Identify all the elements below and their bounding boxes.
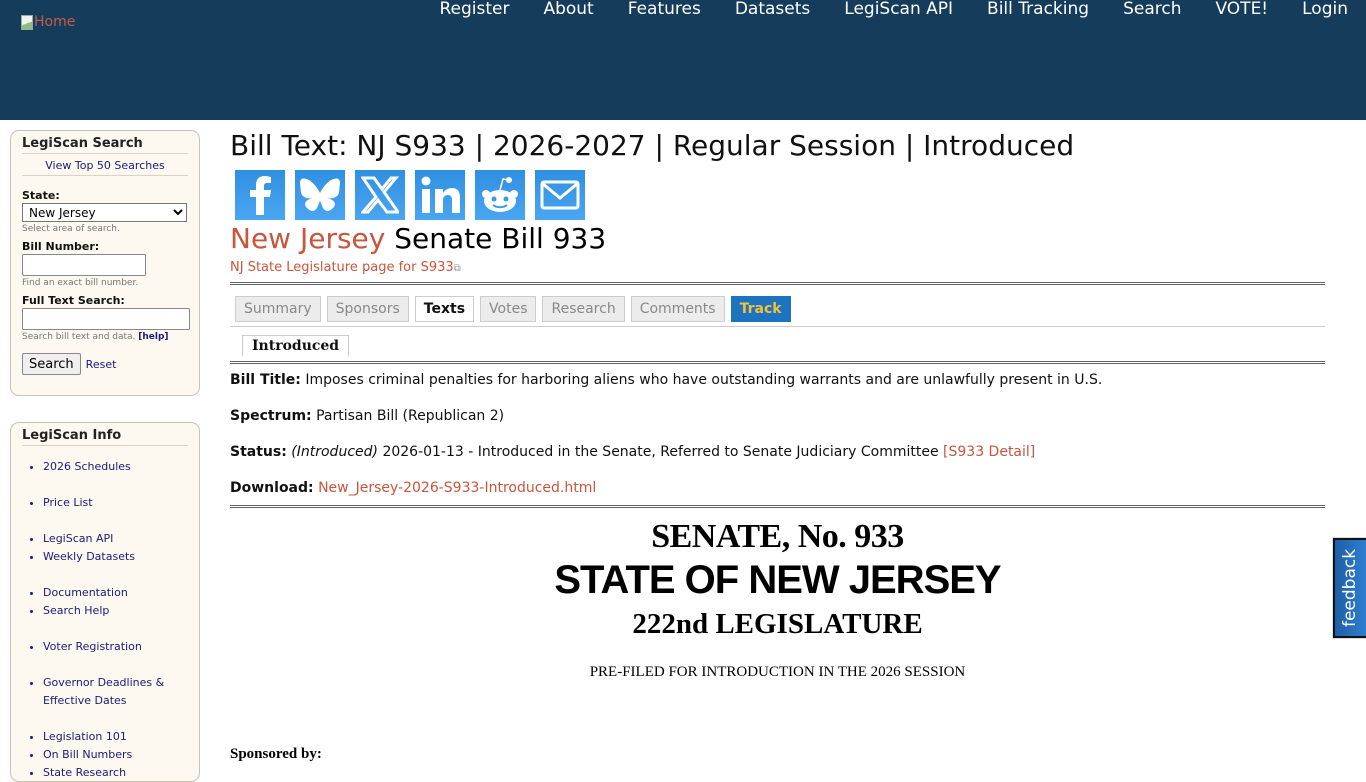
state-legislature-link-text: NJ State Legislature page for S933 xyxy=(230,260,454,275)
share-facebook-button[interactable] xyxy=(235,170,285,220)
x-icon xyxy=(361,176,399,214)
bill-document xyxy=(230,518,1325,681)
page-title: Bill Text: NJ S933 | 2026-2027 | Regular Session | Introduced xyxy=(230,129,1075,162)
spectrum-label: Spectrum: xyxy=(230,408,312,424)
search-box-title: LegiScan Search xyxy=(22,136,188,154)
nav-bill-tracking[interactable]: Bill Tracking xyxy=(987,0,1090,19)
share-bluesky-button[interactable] xyxy=(295,170,345,220)
doc-state-heading: STATE OF NEW JERSEY xyxy=(554,558,1001,602)
list-item xyxy=(43,746,188,764)
info-link-voter-registration[interactable]: Voter Registration xyxy=(43,640,142,653)
share-email-button[interactable] xyxy=(535,170,585,220)
bill-name: Senate Bill 933 xyxy=(394,222,607,255)
list-item xyxy=(43,584,188,602)
info-link-weekly-datasets[interactable]: Weekly Datasets xyxy=(43,550,136,563)
share-reddit-button[interactable] xyxy=(475,170,525,220)
top-nav xyxy=(422,0,1366,24)
list-item xyxy=(43,494,188,512)
divider xyxy=(230,361,1325,364)
search-actions xyxy=(22,353,188,375)
info-links-list xyxy=(22,458,188,782)
full-text-search-hint xyxy=(22,332,188,342)
nav-search[interactable]: Search xyxy=(1123,0,1182,19)
bill-number-input[interactable] xyxy=(22,254,146,276)
bill-heading xyxy=(230,222,1325,256)
download-row xyxy=(230,479,1325,497)
share-linkedin-button[interactable] xyxy=(415,170,465,220)
subtab-introduced[interactable]: Introduced xyxy=(242,335,349,356)
list-item xyxy=(43,764,188,782)
tab-texts[interactable]: Texts xyxy=(415,296,474,322)
nav-datasets[interactable]: Datasets xyxy=(734,0,811,19)
info-link-state-research[interactable]: State Research xyxy=(43,766,127,779)
spectrum-value: Partisan Bill (Republican 2) xyxy=(316,408,505,424)
list-item xyxy=(43,728,188,746)
info-link-legislation-101[interactable]: Legislation 101 xyxy=(43,730,127,743)
download-label: Download: xyxy=(230,480,314,496)
info-link-governor-deadlines[interactable]: Governor Deadlines & Effective Dates xyxy=(43,676,165,707)
state-select[interactable] xyxy=(22,203,187,222)
tab-votes[interactable]: Votes xyxy=(480,296,536,322)
social-share-bar xyxy=(235,170,1325,220)
info-link-documentation[interactable]: Documentation xyxy=(43,586,128,599)
tabs-divider xyxy=(230,326,1325,327)
bill-state-link[interactable]: New Jersey xyxy=(230,222,386,255)
nav-register[interactable]: Register xyxy=(439,0,510,19)
tab-sponsors[interactable]: Sponsors xyxy=(327,296,409,322)
bill-title-value: Imposes criminal penalties for harboring aliens who have outstanding warrants and are unlawfully present in U.S. xyxy=(305,372,1103,388)
feedback-tab[interactable] xyxy=(1333,538,1366,638)
list-item xyxy=(43,458,188,476)
status-label: Status: xyxy=(230,444,287,460)
logo-alt-text: Home xyxy=(34,14,76,30)
info-link-2026-schedules[interactable]: 2026 Schedules xyxy=(43,460,131,473)
bill-number-hint: Find an exact bill number. xyxy=(22,278,139,288)
email-icon xyxy=(540,180,580,210)
download-link[interactable]: New_Jersey-2026-S933-Introduced.html xyxy=(318,480,597,496)
nav-about[interactable]: About xyxy=(543,0,594,19)
broken-image-icon xyxy=(21,15,33,30)
site-header xyxy=(0,0,1366,120)
info-link-search-help[interactable]: Search Help xyxy=(43,604,110,617)
top-50-searches-link[interactable]: View Top 50 Searches xyxy=(22,158,188,176)
doc-sponsored-by: Sponsored by: xyxy=(230,746,322,762)
tab-track[interactable]: Track xyxy=(731,296,791,322)
state-legislature-link[interactable] xyxy=(230,260,461,275)
bill-title-label: Bill Title: xyxy=(230,372,301,388)
legiscan-info-box xyxy=(10,422,200,782)
status-stage: (Introduced) xyxy=(291,444,378,460)
status-text: 2026-01-13 - Introduced in the Senate, Referred to Senate Judiciary Committee xyxy=(382,444,939,460)
list-item xyxy=(43,674,188,710)
info-link-on-bill-numbers[interactable]: On Bill Numbers xyxy=(43,748,133,761)
linkedin-icon xyxy=(420,176,460,214)
help-link[interactable]: [help] xyxy=(138,332,169,342)
state-hint: Select area of search. xyxy=(22,224,120,234)
fts-hint-text: Search bill text and data. xyxy=(22,332,136,342)
doc-senate-number: SENATE, No. 933 xyxy=(651,518,904,555)
doc-prefiled: PRE-FILED FOR INTRODUCTION IN THE 2026 SESSION xyxy=(589,664,966,680)
full-text-search-input[interactable] xyxy=(22,308,190,330)
facebook-icon xyxy=(245,175,275,215)
bill-detail-link[interactable]: [S933 Detail] xyxy=(943,444,1036,460)
info-link-price-list[interactable]: Price List xyxy=(43,496,93,509)
home-logo-link[interactable] xyxy=(21,14,75,30)
nav-vote[interactable]: VOTE! xyxy=(1215,0,1269,19)
status-row xyxy=(230,443,1325,461)
full-text-search-label: Full Text Search: xyxy=(22,294,125,307)
bluesky-icon xyxy=(300,177,340,213)
main-content xyxy=(230,128,1325,762)
feedback-label: feedback xyxy=(1340,548,1361,628)
list-item xyxy=(43,530,188,548)
share-x-button[interactable] xyxy=(355,170,405,220)
list-item xyxy=(43,548,188,566)
tab-summary[interactable]: Summary xyxy=(235,296,321,322)
nav-legiscan-api[interactable]: LegiScan API xyxy=(844,0,954,19)
list-item xyxy=(43,602,188,620)
bill-title-row xyxy=(230,371,1325,389)
divider xyxy=(230,505,1325,508)
tab-research[interactable]: Research xyxy=(542,296,624,322)
search-button[interactable]: Search xyxy=(22,353,81,375)
doc-legislature: 222nd LEGISLATURE xyxy=(632,608,923,640)
legiscan-search-box xyxy=(10,130,200,396)
info-link-legiscan-api[interactable]: LegiScan API xyxy=(43,532,114,545)
state-label: State: xyxy=(22,189,60,202)
nav-features[interactable]: Features xyxy=(627,0,701,19)
text-version-tabs xyxy=(230,335,1325,357)
bill-tabs xyxy=(230,296,1325,322)
reset-link[interactable]: Reset xyxy=(85,357,117,371)
reddit-icon xyxy=(479,176,521,214)
divider xyxy=(230,282,1325,285)
info-box-title: LegiScan Info xyxy=(22,428,188,446)
nav-login[interactable]: Login xyxy=(1302,0,1348,19)
spectrum-row xyxy=(230,407,1325,425)
tab-comments[interactable]: Comments xyxy=(631,296,725,322)
external-link-icon: ⧉ xyxy=(453,263,461,274)
bill-number-label: Bill Number: xyxy=(22,240,100,253)
bill-info xyxy=(230,371,1325,497)
list-item xyxy=(43,638,188,656)
